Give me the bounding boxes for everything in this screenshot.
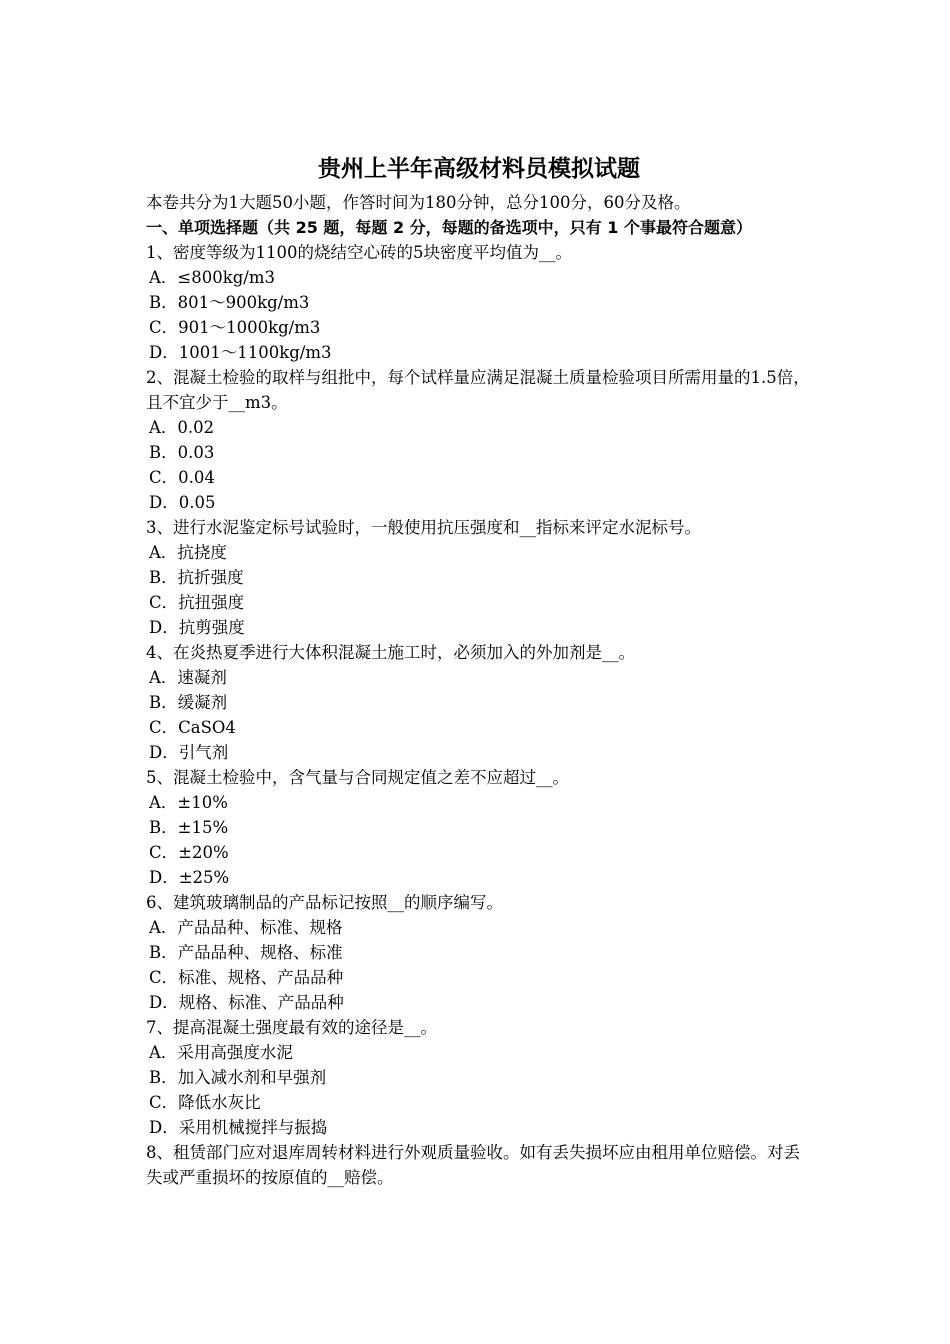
question-7 [146, 1015, 812, 1140]
option-c: C．901～1000kg/m3 [149, 318, 321, 337]
question-8 [146, 1140, 812, 1190]
question-stem: 5、混凝土检验中，含气量与合同规定值之差不应超过__。 [146, 768, 569, 787]
question-6 [146, 890, 812, 1015]
option-c: C．CaSO4 [149, 718, 236, 737]
question-1 [146, 240, 812, 365]
option-c: C．降低水灰比 [149, 1093, 261, 1112]
option-a: A．≤800kg/m3 [149, 268, 275, 287]
option-c: C．抗扭强度 [149, 593, 245, 612]
option-b: B．产品品种、规格、标准 [149, 943, 343, 962]
option-a: A．速凝剂 [149, 668, 227, 687]
option-b: B．加入减水剂和早强剂 [149, 1068, 327, 1087]
document-page [146, 150, 812, 1190]
question-stem: 2、混凝土检验的取样与组批中，每个试样量应满足混凝土质量检验项目所需用量的1.5倍，且不宜少于__m3。 [146, 368, 810, 412]
exam-intro: 本卷共分为1大题50小题，作答时间为180分钟，总分100分，60分及格。 [146, 193, 691, 212]
option-d: D．规格、标准、产品品种 [149, 993, 344, 1012]
option-d: D．1001～1100kg/m3 [149, 343, 332, 362]
option-b: B．±15% [149, 818, 229, 837]
question-stem: 6、建筑玻璃制品的产品标记按照__的顺序编写。 [146, 893, 503, 912]
option-b: B．0.03 [149, 443, 215, 462]
option-b: B．缓凝剂 [149, 693, 228, 712]
document-title: 贵州上半年高级材料员模拟试题 [318, 155, 640, 182]
question-stem: 8、租赁部门应对退库周转材料进行外观质量验收。如有丢失损坏应由租用单位赔偿。对丢失或严重损坏的按原值的__赔偿。 [146, 1143, 800, 1187]
question-4 [146, 640, 812, 765]
option-d: D．0.05 [149, 493, 216, 512]
option-a: A．0.02 [149, 418, 215, 437]
question-stem: 3、进行水泥鉴定标号试验时，一般使用抗压强度和__指标来评定水泥标号。 [146, 518, 701, 537]
option-d: D．抗剪强度 [149, 618, 245, 637]
option-a: A．±10% [149, 793, 228, 812]
question-5 [146, 765, 812, 890]
question-3 [146, 515, 812, 640]
question-stem: 7、提高混凝土强度最有效的途径是__。 [146, 1018, 437, 1037]
option-d: D．采用机械搅拌与振捣 [149, 1118, 328, 1137]
option-a: A．采用高强度水泥 [149, 1043, 293, 1062]
option-c: C．标准、规格、产品品种 [149, 968, 344, 987]
option-d: D．±25% [149, 868, 230, 887]
question-2 [146, 365, 812, 515]
option-d: D．引气剂 [149, 743, 229, 762]
option-c: C．±20% [149, 843, 229, 862]
option-a: A．抗挠度 [149, 543, 227, 562]
question-stem: 1、密度等级为1100的烧结空心砖的5块密度平均值为__。 [146, 243, 572, 262]
option-a: A．产品品种、标准、规格 [149, 918, 343, 937]
option-b: B．801～900kg/m3 [149, 293, 310, 312]
question-stem: 4、在炎热夏季进行大体积混凝土施工时，必须加入的外加剂是__。 [146, 643, 635, 662]
section-heading: 一、单项选择题（共 25 题，每题 2 分，每题的备选项中，只有 1 个事最符合题意） [146, 218, 752, 237]
option-b: B．抗折强度 [149, 568, 244, 587]
option-c: C．0.04 [149, 468, 215, 487]
